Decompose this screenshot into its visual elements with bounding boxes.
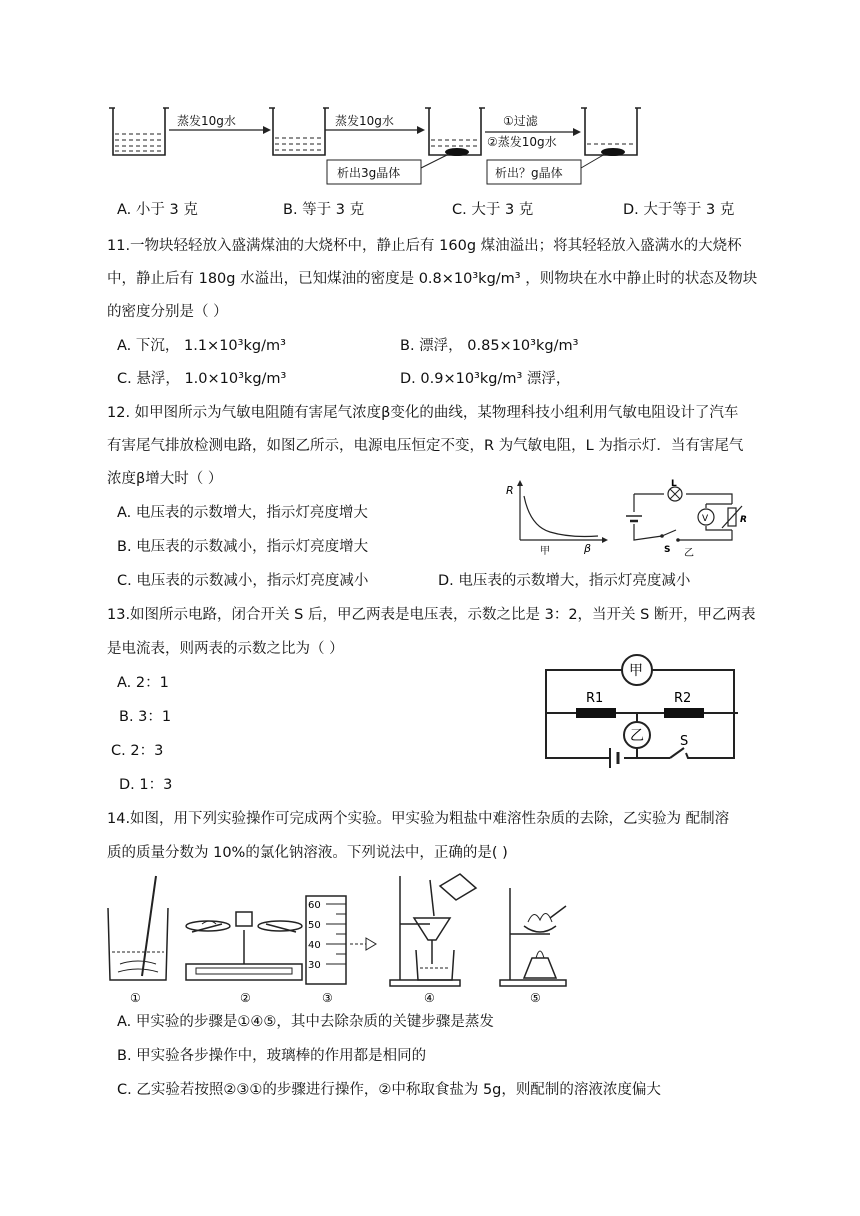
q13-option-b: B. 3：1 (119, 709, 172, 725)
label-4: ④ (424, 991, 435, 1005)
meter-jia-label: 甲 (629, 663, 643, 679)
circuit-caption: 乙 (684, 548, 694, 559)
q14-option-a: A. 甲实验的步骤是①④⑤，其中去除杂质的关键步骤是蒸发 (117, 1014, 494, 1030)
q11-line3: 的密度分别是（ ） (107, 304, 228, 320)
q14-option-b: B. 甲实验各步操作中，玻璃棒的作用都是相同的 (117, 1048, 427, 1064)
tick-50: 50 (308, 920, 321, 931)
label-2: ② (240, 991, 251, 1005)
q13-line1: 13.如图所示电路，闭合开关 S 后，甲乙两表是电压表，示数之比是 3：2，当开关 S 断开，甲乙两表 (107, 607, 756, 623)
switch-label: S (664, 545, 671, 555)
q12-line3: 浓度β增大时（ ） (107, 471, 223, 487)
q10-option-c: C. 大于 3 克 (452, 202, 534, 218)
q11-option-d: D. 0.9×10³kg/m³ 漂浮， (400, 371, 571, 387)
voltmeter-label: V (702, 514, 709, 524)
q13-option-d: D. 1：3 (119, 777, 173, 793)
q12-option-b: B. 电压表的示数减小，指示灯亮度增大 (117, 539, 369, 555)
r1-label: R1 (586, 691, 604, 706)
q11-option-c: C. 悬浮， 1.0×10³kg/m³ (117, 371, 287, 387)
q12-option-a: A. 电压表的示数增大，指示灯亮度增大 (117, 505, 368, 521)
q13-option-c: C. 2：3 (111, 743, 164, 759)
crystal-1 (445, 148, 469, 156)
q14-option-c: C. 乙实验若按照②③①的步骤进行操作，②中称取食盐为 5g，则配制的溶液浓度偏大 (117, 1082, 661, 1098)
q10-option-b: B. 等于 3 克 (283, 202, 365, 218)
lamp-label: L (671, 479, 677, 489)
q12-option-c: C. 电压表的示数减小，指示灯亮度减小 (117, 573, 369, 589)
beaker-2 (269, 108, 329, 155)
exhaust-detection-circuit (622, 478, 752, 560)
q12-line1: 12. 如甲图所示为气敏电阻随有害尾气浓度β变化的曲线，某物理科技小组利用气敏电阻设计了汽车 (107, 405, 739, 421)
step3b-text: ②蒸发10g水 (487, 135, 557, 149)
meter-yi-label: 乙 (630, 728, 644, 744)
beaker-1 (109, 108, 169, 155)
graph-xlabel: β (584, 542, 592, 555)
graph-ylabel: R (506, 484, 514, 497)
beaker-stirring (108, 876, 168, 980)
q11-option-a: A. 下沉， 1.1×10³kg/m³ (117, 338, 286, 354)
q10-option-a: A. 小于 3 克 (117, 202, 198, 218)
tick-40: 40 (308, 940, 321, 951)
tick-60: 60 (308, 900, 321, 911)
resistance-concentration-graph (500, 478, 610, 558)
q13-option-a: A. 2：1 (117, 675, 169, 691)
filtration-setup (390, 874, 476, 986)
balance-scale (186, 912, 302, 980)
q12-line2: 有害尾气排放检测电路，如图乙所示，电源电压恒定不变，R 为气敏电阻，L 为指示灯．当有害尾气 (107, 438, 744, 454)
q10-option-d: D. 大于等于 3 克 (623, 202, 735, 218)
q14-line1: 14.如图，用下列实验操作可完成两个实验。甲实验为粗盐中难溶性杂质的去除，乙实验为 配制溶 (107, 811, 730, 827)
beaker-3 (425, 108, 485, 155)
lab-apparatus-figure (100, 868, 580, 1008)
evaporation-setup (500, 888, 566, 986)
label-1: ① (130, 991, 141, 1005)
graph-caption: 甲 (540, 546, 550, 557)
q11-option-b: B. 漂浮， 0.85×10³kg/m³ (400, 338, 579, 354)
box1-text: 析出3g晶体 (337, 166, 401, 180)
step3a-text: ①过滤 (503, 114, 538, 128)
q11-line2: 中，静止后有 180g 水溢出，已知煤油的密度是 0.8×10³kg/m³ ，则物块在水中静止时的状态及物块 (107, 271, 758, 287)
evaporation-figure (105, 100, 645, 192)
q11-line1: 11.一物块轻轻放入盛满煤油的大烧杯中，静止后有 160g 煤油溢出；将其轻轻放入盛满水的大烧杯 (107, 238, 742, 254)
step2-text: 蒸发10g水 (335, 114, 394, 128)
resistor-label: R (740, 515, 747, 525)
r2-label: R2 (674, 691, 692, 706)
tick-30: 30 (308, 960, 321, 971)
box2-text: 析出？g晶体 (495, 166, 563, 180)
beaker-4 (581, 108, 641, 155)
meter-ratio-circuit (540, 648, 745, 776)
label-3: ③ (322, 991, 333, 1005)
switch-s-label: S (680, 734, 689, 749)
label-5: ⑤ (530, 991, 541, 1005)
q12-option-d: D. 电压表的示数增大，指示灯亮度减小 (438, 573, 691, 589)
step1-text: 蒸发10g水 (177, 114, 236, 128)
q13-line2: 是电流表，则两表的示数之比为（ ） (107, 641, 344, 657)
q14-line2: 质的质量分数为 10%的氯化钠溶液。下列说法中，正确的是( ) (107, 845, 508, 861)
